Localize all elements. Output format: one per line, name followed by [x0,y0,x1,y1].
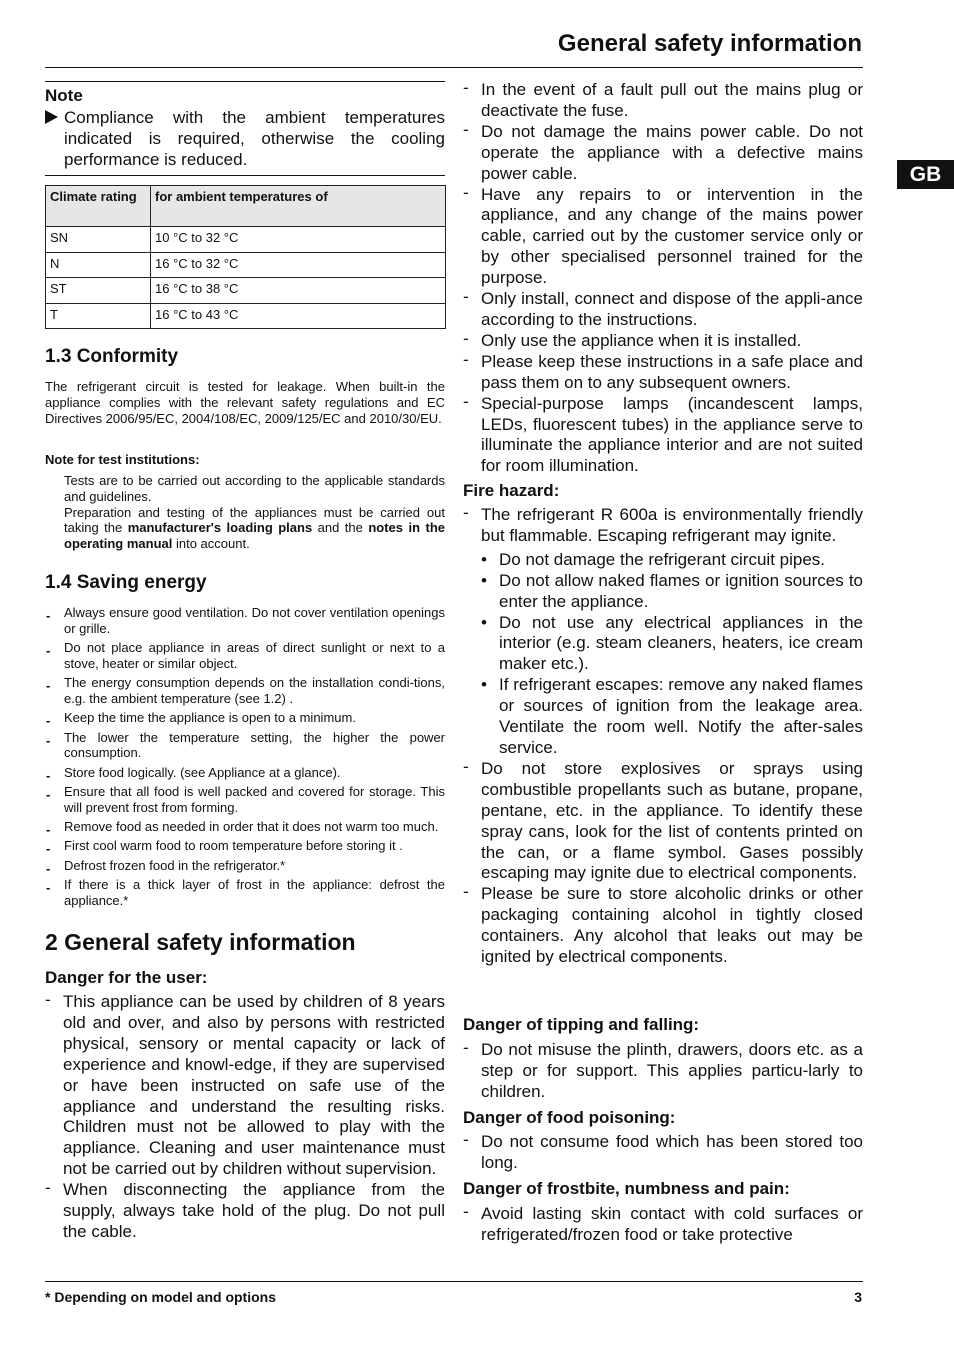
page-title: General safety information [557,30,862,57]
test-note-line: Tests are to be carried out according to the applicable standards and guidelines. [64,473,445,504]
fire-hazard-heading: Fire hazard: [463,481,560,500]
list-item: - Avoid lasting skin contact with cold surfaces or refrigerated/frozen food or take protective [463,1204,863,1246]
play-arrow-icon [45,107,59,124]
list-item: - The energy consumption depends on the installation condi-tions, e.g. the ambient temperature (see 1.2) . [45,675,445,707]
table-row [46,303,446,329]
list-item [463,505,863,759]
list-item: - Do not store explosives or sprays using combustible propellants such as butane, propane, pentane, etc. in the appliance. To identify these spray cans, look for the list of contents printed on the can, or a flame symbol. Gases possibly escaping may ignite due to electrical components. [463,759,863,884]
list-item: - Have any repairs to or intervention in the appliance, and any change of the mains power cable, carried out by the customer service only or by other specialised personnel trained for the purpose. [463,185,863,290]
conformity-heading: 1.3 Conformity [45,346,179,367]
list-item: - Keep the time the appliance is open to a minimum. [45,710,445,726]
bullet-item: • Do not use any electrical appliances in the interior (e.g. steam cleaners, heaters, ice cream maker etc.). [481,613,863,676]
footer-note: * Depending on model and options [45,1289,276,1305]
bullet-item: • Do not damage the refrigerant circuit pipes. [481,550,863,571]
language-tab: GB [897,160,954,189]
climate-table [45,185,446,329]
conformity-text: The refrigerant circuit is tested for leakage. When built-in the appliance complies with the relevant safety regulations and EC Directives 2006/95/EC, 2004/108/EC, 2009/125/EC and 2010/30/EU. [45,379,445,426]
footer-rule [45,1281,863,1282]
food-poisoning-list [463,1132,863,1174]
note-text: Compliance with the ambient temperatures indicated is required, otherwise the cooling performance is reduced. [64,108,445,169]
table-row [46,278,446,304]
list-item: - Store food logically. (see Appliance at a glance). [45,765,445,781]
list-item: - First cool warm food to room temperature before storing it . [45,838,445,854]
list-item: - The lower the temperature setting, the higher the power consumption. [45,730,445,762]
tipping-heading: Danger of tipping and falling: [463,1015,700,1034]
table-cell: 16 °C to 38 °C [151,278,446,304]
list-item: - Defrost frozen food in the refrigerator.* [45,858,445,874]
list-item: - Do not consume food which has been stored too long. [463,1132,863,1174]
general-safety-list [463,80,863,477]
page-number: 3 [854,1289,862,1305]
safety-chapter-heading: 2 General safety information [45,929,356,955]
saving-energy-list [45,605,445,912]
list-item: - Ensure that all food is well packed and covered for storage. This will prevent frost from forming. [45,784,445,816]
test-note-line: Preparation and testing of the appliances must be carried out taking the manufacturer's loading plans and the notes in the operating manual into account. [64,504,445,552]
note-title: Note [45,86,83,105]
header-rule [45,67,863,68]
list-item: - Only install, connect and dispose of the appli-ance according to the instructions. [463,289,863,331]
list-item: - Do not misuse the plinth, drawers, doors etc. as a step or for support. This applies particu-larly to children. [463,1040,863,1103]
note-text-block [45,107,445,170]
note-bottom-rule [45,175,445,176]
fire-hazard-list [463,505,863,968]
food-poisoning-heading: Danger of food poisoning: [463,1108,676,1127]
table-row [46,227,446,253]
list-item: - In the event of a fault pull out the mains plug or deactivate the fuse. [463,80,863,122]
list-item: - Do not place appliance in areas of direct sunlight or next to a stove, heater or similar object. [45,640,445,672]
bullet-item: • Do not allow naked flames or ignition sources to enter the appliance. [481,571,863,613]
list-item: - Do not damage the mains power cable. Do not operate the appliance with a defective mains power cable. [463,122,863,185]
list-item: - If there is a thick layer of frost in the appliance: defrost the appliance.* [45,877,445,909]
danger-user-heading: Danger for the user: [45,968,208,987]
fire-bullet-list [481,550,863,759]
table-cell: 16 °C to 43 °C [151,303,446,329]
fire-intro-text: The refrigerant R 600a is environmentally friendly but flammable. Escaping refrigerant may ignite. [481,505,863,545]
table-header-row [46,186,446,227]
table-header-cell: for ambient temperatures of [151,186,446,227]
table-cell: ST [46,278,151,304]
table-cell: 10 °C to 32 °C [151,227,446,253]
note-top-rule [45,81,445,82]
table-header-cell: Climate rating [46,186,151,227]
test-note-text [64,473,445,552]
list-item: - Only use the appliance when it is installed. [463,331,863,352]
table-cell: 16 °C to 32 °C [151,252,446,278]
list-item: - This appliance can be used by children of 8 years old and over, and also by persons with restricted physical, sensory or mental capacity or lack of experience and knowl-edge, if they are supervised or have been instructed on safe use of the appliance and understand the resulting risks. Children must not be allowed to play with the appliance. Cleaning and user maintenance must not be carried out by children without supervision. [45,992,445,1180]
test-note-heading: Note for test institutions: [45,452,200,467]
bullet-item: • If refrigerant escapes: remove any naked flames or sources of ignition from the leakage area. Ventilate the room well. Notify the after-sales service. [481,675,863,759]
table-cell: T [46,303,151,329]
danger-user-list [45,992,445,1243]
list-item: - Always ensure good ventilation. Do not cover ventilation openings or grille. [45,605,445,637]
frostbite-heading: Danger of frostbite, numbness and pain: [463,1179,790,1198]
list-item: - When disconnecting the appliance from the supply, always take hold of the plug. Do not pull the cable. [45,1180,445,1243]
list-item: - Special-purpose lamps (incandescent lamps, LEDs, fluorescent tubes) in the appliance serve to illuminate the appliance interior and are not suited for room illumination. [463,394,863,478]
tipping-list [463,1040,863,1103]
frostbite-list [463,1204,863,1246]
list-item: - Please be sure to store alcoholic drinks or other packaging containing alcohol in tightly closed containers. Any alcohol that leaks out may be ignited by electrical components. [463,884,863,968]
table-cell: SN [46,227,151,253]
list-item: - Please keep these instructions in a safe place and pass them on to any subsequent owners. [463,352,863,394]
saving-energy-heading: 1.4 Saving energy [45,572,207,593]
list-item: - Remove food as needed in order that it does not warm too much. [45,819,445,835]
table-cell: N [46,252,151,278]
table-row [46,252,446,278]
